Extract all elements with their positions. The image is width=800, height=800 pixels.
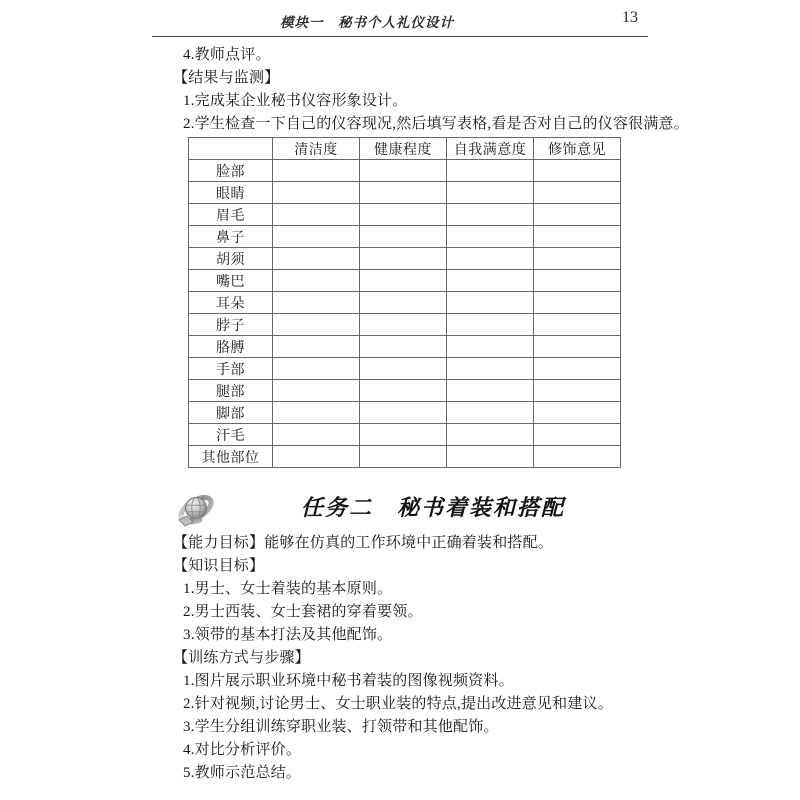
- table-cell-blank[interactable]: [360, 380, 447, 402]
- table-row-label: 耳朵: [189, 292, 273, 314]
- header-title: 模块一 秘书个人礼仪设计: [280, 15, 454, 30]
- section-one-text: [173, 44, 689, 136]
- table-cell-blank[interactable]: [447, 402, 534, 424]
- table-cell-blank[interactable]: [447, 336, 534, 358]
- table-corner-cell: [189, 138, 273, 160]
- table-row-label: 鼻子: [189, 226, 273, 248]
- table-row-label: 眼睛: [189, 182, 273, 204]
- body-text-line: 5.教师示范总结。: [183, 765, 302, 781]
- body-text-line: 2.学生检查一下自己的仪容现况,然后填写表格,看是否对自己的仪容很满意。: [183, 116, 689, 132]
- table-cell-blank[interactable]: [273, 248, 360, 270]
- self-assessment-table-wrapper: [188, 137, 621, 468]
- table-row-label: 眉毛: [189, 204, 273, 226]
- table-cell-blank[interactable]: [273, 424, 360, 446]
- table-cell-blank[interactable]: [360, 248, 447, 270]
- body-text-line: 【训练方式与步骤】: [173, 650, 310, 666]
- page-header: [152, 8, 648, 38]
- table-cell-blank[interactable]: [447, 380, 534, 402]
- table-cell-blank[interactable]: [360, 204, 447, 226]
- table-cell-blank[interactable]: [273, 270, 360, 292]
- table-cell-blank[interactable]: [273, 380, 360, 402]
- table-cell-blank[interactable]: [534, 446, 621, 468]
- table-row-label: 胳膊: [189, 336, 273, 358]
- globe-sphere-icon: [173, 489, 219, 533]
- table-cell-blank[interactable]: [534, 248, 621, 270]
- table-cell-blank[interactable]: [534, 402, 621, 424]
- table-row: [189, 336, 621, 358]
- table-cell-blank[interactable]: [273, 204, 360, 226]
- table-cell-blank[interactable]: [534, 292, 621, 314]
- table-row: [189, 204, 621, 226]
- table-cell-blank[interactable]: [534, 336, 621, 358]
- table-cell-blank[interactable]: [273, 402, 360, 424]
- table-cell-blank[interactable]: [447, 292, 534, 314]
- body-text-line: 2.男士西装、女士套裙的穿着要领。: [183, 604, 423, 620]
- self-assessment-table: [188, 137, 621, 468]
- table-cell-blank[interactable]: [447, 446, 534, 468]
- body-text-line: 1.男士、女士着装的基本原则。: [183, 581, 393, 597]
- table-cell-blank[interactable]: [273, 226, 360, 248]
- table-cell-blank[interactable]: [360, 292, 447, 314]
- table-row-label: 脚部: [189, 402, 273, 424]
- table-cell-blank[interactable]: [360, 182, 447, 204]
- table-row-label: 汗毛: [189, 424, 273, 446]
- table-cell-blank[interactable]: [534, 358, 621, 380]
- table-row: [189, 424, 621, 446]
- table-cell-blank[interactable]: [534, 204, 621, 226]
- table-row: [189, 270, 621, 292]
- table-cell-blank[interactable]: [447, 424, 534, 446]
- table-column-header: 修饰意见: [534, 138, 621, 160]
- task-title: 任务二 秘书着装和搭配: [300, 495, 565, 520]
- body-text-line: 2.针对视频,讨论男士、女士职业装的特点,提出改进意见和建议。: [183, 696, 613, 712]
- table-cell-blank[interactable]: [534, 424, 621, 446]
- table-row-label: 脸部: [189, 160, 273, 182]
- body-text-line: 1.完成某企业秘书仪容形象设计。: [183, 93, 408, 109]
- table-cell-blank[interactable]: [360, 160, 447, 182]
- table-cell-blank[interactable]: [360, 336, 447, 358]
- table-row: [189, 292, 621, 314]
- table-cell-blank[interactable]: [360, 402, 447, 424]
- table-row-label: 胡须: [189, 248, 273, 270]
- table-cell-blank[interactable]: [273, 292, 360, 314]
- page-number: 13: [622, 9, 638, 26]
- table-row-label: 其他部位: [189, 446, 273, 468]
- header-divider: [152, 36, 648, 37]
- task-heading: [173, 487, 633, 535]
- table-cell-blank[interactable]: [447, 314, 534, 336]
- table-column-header: 健康程度: [360, 138, 447, 160]
- table-cell-blank[interactable]: [447, 160, 534, 182]
- table-cell-blank[interactable]: [360, 270, 447, 292]
- table-cell-blank[interactable]: [447, 270, 534, 292]
- body-text-line: 3.学生分组训练穿职业装、打领带和其他配饰。: [183, 719, 499, 735]
- table-cell-blank[interactable]: [534, 270, 621, 292]
- table-cell-blank[interactable]: [360, 446, 447, 468]
- table-cell-blank[interactable]: [534, 314, 621, 336]
- body-text-line: 【能力目标】能够在仿真的工作环境中正确着装和搭配。: [173, 535, 554, 551]
- body-text-line: 4.对比分析评价。: [183, 742, 302, 758]
- table-cell-blank[interactable]: [534, 226, 621, 248]
- table-cell-blank[interactable]: [360, 358, 447, 380]
- table-cell-blank[interactable]: [447, 204, 534, 226]
- table-row: [189, 248, 621, 270]
- body-text-line: 4.教师点评。: [183, 47, 271, 63]
- table-row-label: 脖子: [189, 314, 273, 336]
- table-row-label: 腿部: [189, 380, 273, 402]
- section-two-text: [173, 532, 643, 785]
- table-row: [189, 402, 621, 424]
- table-cell-blank[interactable]: [534, 160, 621, 182]
- table-cell-blank[interactable]: [273, 336, 360, 358]
- table-row: [189, 182, 621, 204]
- table-cell-blank[interactable]: [360, 314, 447, 336]
- table-row: [189, 446, 621, 468]
- table-cell-blank[interactable]: [273, 160, 360, 182]
- table-row: [189, 314, 621, 336]
- body-text-line: 3.领带的基本打法及其他配饰。: [183, 627, 393, 643]
- table-cell-blank[interactable]: [447, 358, 534, 380]
- table-cell-blank[interactable]: [447, 248, 534, 270]
- table-cell-blank[interactable]: [273, 446, 360, 468]
- table-row: [189, 358, 621, 380]
- table-cell-blank[interactable]: [273, 182, 360, 204]
- table-cell-blank[interactable]: [534, 182, 621, 204]
- body-text-line: 【知识目标】: [173, 558, 265, 574]
- table-cell-blank[interactable]: [534, 380, 621, 402]
- table-cell-blank[interactable]: [273, 358, 360, 380]
- table-row: [189, 380, 621, 402]
- table-header-row: [189, 138, 621, 160]
- table-cell-blank[interactable]: [360, 226, 447, 248]
- body-text-line: 【结果与监测】: [173, 70, 280, 86]
- table-column-header: 清洁度: [273, 138, 360, 160]
- table-cell-blank[interactable]: [447, 182, 534, 204]
- table-row: [189, 226, 621, 248]
- table-cell-blank[interactable]: [360, 424, 447, 446]
- table-row: [189, 160, 621, 182]
- body-text-line: 1.图片展示职业环境中秘书着装的图像视频资料。: [183, 673, 514, 689]
- table-column-header: 自我满意度: [447, 138, 534, 160]
- table-row-label: 嘴巴: [189, 270, 273, 292]
- table-row-label: 手部: [189, 358, 273, 380]
- table-cell-blank[interactable]: [273, 314, 360, 336]
- table-cell-blank[interactable]: [447, 226, 534, 248]
